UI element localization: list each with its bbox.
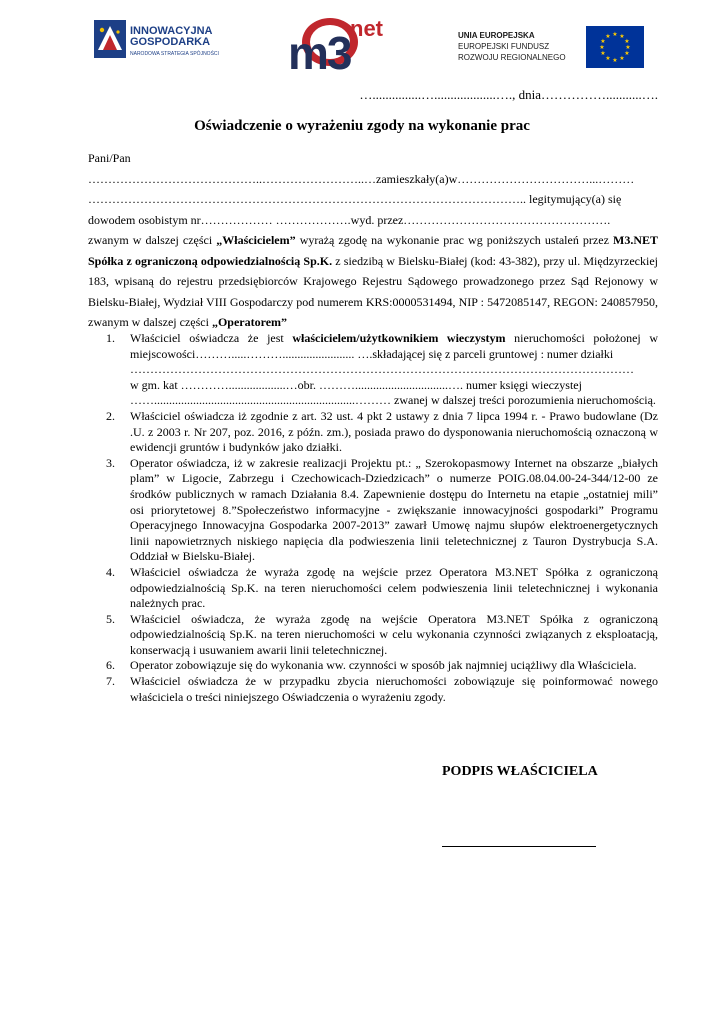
list-item: 6. Operator zobowiązuje się do wykonania ww. czynności w sposób jak najmniej uciążliwy dla Właściciela. [106,658,637,673]
intro-line-2: ……………………………………..……………………..…zamieszkały(a)w……………………………...……… [88,171,635,186]
point1-line4: w gm. kat …………...................…obr. ………...............................…. numer księgi wieczystej [130,377,582,392]
intro-section [88,148,658,333]
list-item: 3. Operator oświadcza, iż w zakresie realizacji Projektu pt.: „ Szerokopasmowy Internet na obszarze „białych plam” w Ligocie, Zabrzegu i Czechowicach-Dziedzicach” o numerze POIG.08.04.00-24-344/12-00 ze środków publicznych w ramach Działania 8.4. Zapewnienie dostępu do Internetu na etapie „ostatniej mili” osi priorytetowej 8.”Społeczeństwo informacyjne - zwiększanie innowacyjności gospodarki” Programu Operacyjnego Innowacyjna Gospodarka 2007-2013” zawarł Umowę najmu słupów elektroenergetycznych linii napowietrznych niskiego napięcia dla podwieszenia linii teletechnicznej z Tauron Dystrybucja S.A. Oddział w Bielsku-Białej. [106,455,658,564]
list-item: 2. Właściciel oświadcza iż zgodnie z art. 32 ust. 4 pkt 2 ustawy z dnia 7 lipca 1994 r. - Prawo budowlane (Dz .U. z 2003 r. Nr 207, poz. 2016, z późn. zm.), posiada prawo do dysponowania nieruchomością oznaczoną w ewidencji gruntów i budynków jako działki. [106,408,658,455]
logo-right-line1: UNIA EUROPEJSKA [458,31,535,40]
svg-text:★: ★ [599,44,605,51]
m3net-logo [288,12,398,79]
signature-line [442,846,596,847]
eu-flag-icon [586,26,644,68]
svg-text:★: ★ [619,33,625,40]
logo-center-sup: net [350,16,383,41]
point1-line5: ……...................................................................……… zwanej w dalszej treści porozumienia nieruchomością. [130,393,656,408]
signature-label: PODPIS WŁAŚCICIELA [442,764,598,779]
logo-left-line1: INNOWACYJNA [130,25,213,37]
owner-type: właścicielem/użytkownikiem wieczystym [292,331,506,345]
intro-line-4: dowodem osobistym nr……………… ……………….wyd. przez……………………………………………. [88,212,611,227]
numbered-points [88,331,658,705]
eu-fund-logo [458,26,643,70]
svg-text:★: ★ [624,38,630,45]
svg-text:★: ★ [612,57,618,64]
svg-text:★: ★ [605,33,611,40]
point1-line3: ……………………………………………………………………………………………………………… [130,362,634,377]
innovative-economy-logo [94,20,224,62]
list-item: 1. Właściciel oświadcza że jest właścicielem/użytkownikiem wieczystym nieruchomości położonej w miejscowości……….....………........................ ….składającej się z parceli gruntowej : numer działki ……………………………………………………………………………………………………………… w gm. kat …………...................…obr. ………...............................…. numer księgi wieczystej ……...................................................................……… zwanej w dalszej treści porozumienia nieruchomością. [106,331,658,408]
svg-text:★: ★ [619,55,625,62]
intro-paragraph: zwanym w dalszej części „Właścicielem” wyrażą zgodę na wykonanie prac wg poniższych ustaleń przez M3.NET Spółka z ograniczoną odpowiedzialnością Sp.K. z siedzibą w Bielsku-Białej (kod: 43-382), przy ul. Międzyrzeckiej 183, wpisaną do rejestru przedsiębiorców Krajowego Rejestru Sądowego prowadzonego przez Sąd Rejonowy w Bielsku-Białej, Wydział VIII Gospodarczy pod numerem KRS:0000531494, NIP : 5472085147, REGON: 240857950, zwanym w dalszej części „Operatorem” [88,233,658,329]
svg-text:★: ★ [605,55,611,62]
intro-line-1: Pani/Pan [88,151,131,165]
svg-text:★: ★ [624,50,630,57]
point1-line2: miejscowości……….....………........................ ….składającej się z parceli gruntowej : numer działki [130,346,614,361]
svg-text:★: ★ [625,44,631,51]
innovative-economy-emblem-icon [94,20,126,58]
document-title: Oświadczenie o wyrażeniu zgody na wykonanie prac [194,118,530,134]
list-item: 4. Właściciel oświadcza że wyraża zgodę na wejście przez Operatora M3.NET Spółka z ograniczoną odpowiedzialnością Sp.K. na teren nieruchomości celem podwieszenia linii teletechnicznej i wykonania należnych prac. [106,564,658,611]
logo-right-line2: EUROPEJSKI FUNDUSZ [458,42,550,51]
owner-term: „Właścicielem” [216,233,296,247]
svg-text:★: ★ [600,50,606,57]
list-item: 7. Właściciel oświadcza że w przypadku zbycia nieruchomości zobowiązuje się poinformować nowego właściciela o treści niniejszego Oświadczenia o wyrażeniu zgody. [106,674,658,704]
svg-text:★: ★ [600,38,606,45]
list-item: 5. Właściciel oświadcza, że wyraża zgodę na wejście Operatora M3.NET Spółka z ograniczoną odpowiedzialnością Sp.K. na teren nieruchomości w celu wykonania czynności związanych z eksploatacją, konserwacją i usuwaniem awarii linii teletechnicznej. [106,611,658,657]
date-place-line: …...............…...................…., dnia……………...........…. [359,87,658,102]
svg-text:★: ★ [612,31,618,38]
logo-center-main: m3 [288,27,351,79]
company-name: M3.NET Spółka z ograniczoną odpowiedzialnością Sp.K. [88,233,658,268]
logo-right-line3: ROZWOJU REGIONALNEGO [458,53,566,62]
logo-left-line2: GOSPODARKA [130,36,211,48]
intro-line-3: ……………………………………………………………………………………………….. legitymujący(a) się [88,192,622,206]
operator-term: „Operatorem” [211,315,288,329]
logo-left-subtitle: NARODOWA STRATEGIA SPÓJNOŚCI [130,51,219,57]
